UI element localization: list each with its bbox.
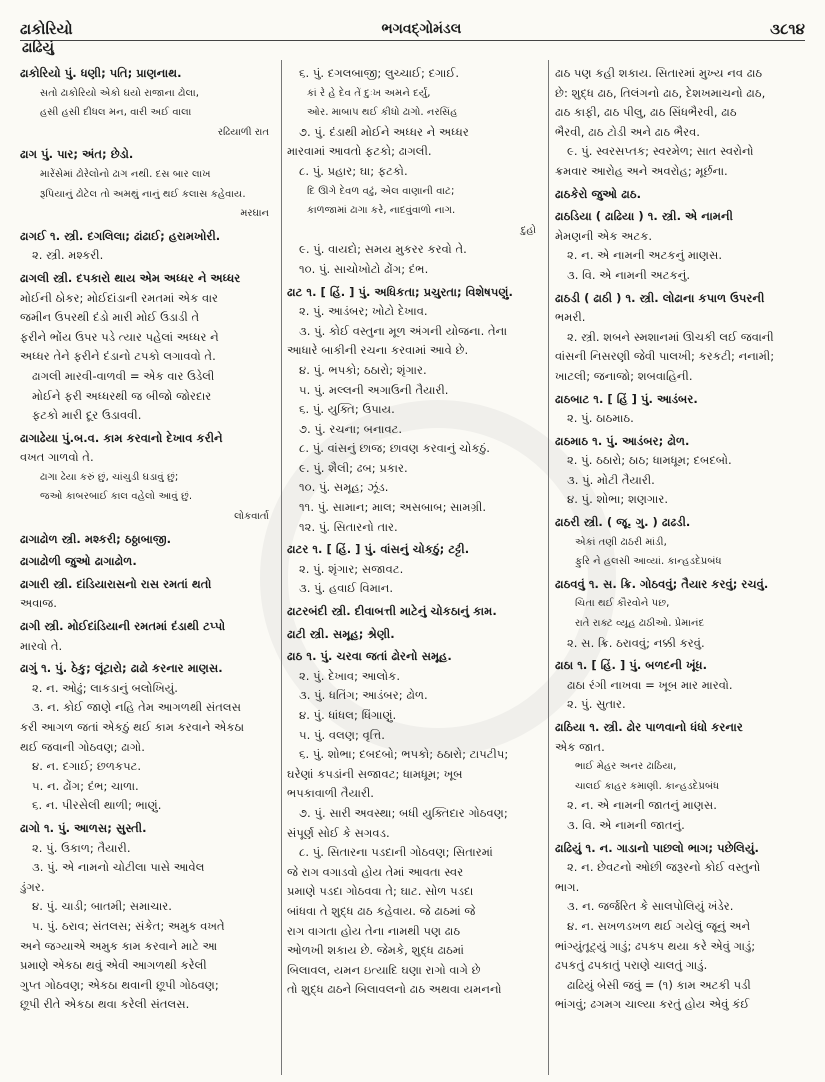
dictionary-entry xyxy=(287,64,542,280)
entry-headword-line: ઢાગી સ્ત્રી. મોઈદાંડિયાની રમતમાં દંડાથી ટપ્પો xyxy=(20,619,226,634)
dictionary-entry xyxy=(555,390,810,429)
entry-headword-line: ઢાગઈ ૧. સ્ત્રી. દગલિલા; ઢાંઢાઈ; હરામખોરી. xyxy=(20,228,221,243)
entry-headword-line: ઢાગારી સ્ત્રી. દાંડિયારાસનો રાસ રમતાં થતો xyxy=(20,576,212,591)
entry-source-citation: લોકવાર્તા xyxy=(234,511,269,523)
dictionary-entry xyxy=(20,64,275,142)
entry-definition-line: બાંધવા તે શુદ્ધ ઢાઠ કહેવાય. જે ઢાઠમાં જે xyxy=(287,903,476,918)
entry-definition-line: ૫. પું. મલ્લની અગાઉની તૈયારી. xyxy=(299,382,449,397)
entry-definition-line: જમીન ઉપરથી દંડો મારી મોઈ ઉડાડી તે xyxy=(20,310,200,325)
dictionary-entry xyxy=(20,530,275,550)
entry-definition-line: ગુપ્ત ગોઠવણ; એકઠા થવાની છૂપી ગોઠવણ; xyxy=(20,977,219,992)
entry-definition-line: વાંસની નિસરણી જેવી પાલખી; કરકટી; નનામી; xyxy=(555,349,775,364)
dictionary-entry xyxy=(287,625,542,645)
dictionary-entry xyxy=(287,647,542,1000)
entry-headword-line: ઢાગ પું. પાર; અંત; છેડો. xyxy=(20,147,134,162)
entry-headword-line: ઢાગો ૧. પું. આળસ; સુસ્તી. xyxy=(20,820,147,835)
entry-definition-line: ભાંગ્યુંતૂટ્યું ગાડું; ઢપકપ થયા કરે એવું ગાડું; xyxy=(555,938,756,953)
entry-definition-line: અવાજ. xyxy=(20,596,57,611)
entry-definition-line: થઈ જવાની ગોઠવણ; ઢાગો. xyxy=(20,739,145,754)
entry-definition-line: ૪. પું. ચાડી; બાતમી; સમાચાર. xyxy=(32,899,172,914)
entry-quotation-line: કાં રે હે દેવ તેં દુઃખ અમને દર્યું, xyxy=(307,87,431,99)
dictionary-entry xyxy=(555,718,810,836)
dictionary-entry xyxy=(555,64,810,182)
entry-definition-line: ૩. પું. કોઈ વસ્તુના મૂળ અંગની યોજના. તેના xyxy=(299,323,508,338)
entry-definition-line: ૬. પું. દગલબાજી; લુચ્ચાઈ; દગાઈ. xyxy=(299,66,460,80)
entry-definition-line: ૨. ન. છેવટનો ઓછી જરૂરનો કોઈ વસ્તુનો xyxy=(567,860,761,875)
entry-source-citation: દુહો xyxy=(520,224,536,236)
entry-quotation-line: રૂપિયાનું ઢોટેલ તો અમથું નાનું થઈ કલાસ કહેવાય. xyxy=(40,188,246,200)
dictionary-entry xyxy=(555,656,810,715)
entry-definition-line: ઢાઠ કાફી, ઢાઠ પીલુ, ઢાઠ સિંધભૈરવી, ઢાઠ xyxy=(555,105,737,120)
entry-definition-line: ૧૧. પું. સામાન; માલ; અસબાબ; સામગ્રી. xyxy=(299,500,487,515)
dictionary-entry xyxy=(20,819,275,1015)
entry-definition-line: તો શુદ્ધ ઢાઠને બિલાવલનો ઢાઠ અથવા યમનનો xyxy=(287,982,502,997)
entry-definition-line: ૨. પું. દેખાવ; આલોક. xyxy=(299,668,401,683)
entry-headword-line: ઢાઠા ૧. [ હિં. ] પું. બળદની ખૂંધ. xyxy=(555,658,708,673)
entry-definition-line: ૬. પું. શોભા; દબદબો; ભપકો; ઠઠારો; ટાપટીપ; xyxy=(299,747,509,762)
entry-definition-line: ભમરી. xyxy=(555,310,586,325)
entry-definition-line: ભાંગવું; ઢગમગ ચાલ્યા કરતું હોય એવું કંઈ xyxy=(555,997,750,1012)
entry-definition-line: ૯. પું. શૈલી; ઢબ; પ્રકાર. xyxy=(299,460,408,475)
dictionary-entry xyxy=(20,269,275,426)
entry-headword-line: ઢાકોરિયો પું. ધણી; પતિ; પ્રાણનાથ. xyxy=(20,66,182,80)
dictionary-entry xyxy=(555,513,810,572)
entry-definition-line: ૪. પું. ધાંધલ; ધિંગાણું. xyxy=(299,708,397,722)
entry-headword-line: ઢાઠડિયા ( ઢાઢિયા ) ૧. સ્ત્રી. એ નામની xyxy=(555,209,733,224)
entry-definition-line: ૨. સ. ક્રિ. ઠરાવવું; નક્કી કરવું. xyxy=(567,635,705,650)
entry-quotation-line: કાળજામાં ઢાગા કરે, નાદવુંવાળો નાગ. xyxy=(307,205,456,217)
entry-definition-line: ૫. ન. ઢોંગ; દંભ; ચાળા. xyxy=(32,778,139,793)
dictionary-entry xyxy=(555,185,810,205)
header-second-guide-word: ઢાઢિયું xyxy=(22,40,54,56)
dictionary-entry xyxy=(287,540,542,599)
entry-definition-line: રાગ વાગતા હોય તેના નામથી પણ ઢાઠ xyxy=(287,923,461,938)
entry-quotation-line: ફુરિ ને હલસી આવ્યાં. કાન્હડદેપ્રબંધ xyxy=(575,556,722,568)
entry-definition-line: ૪. પું. ભપકો; ઠઠારો; શૃંગાર. xyxy=(299,362,427,377)
entry-definition-line: ૬. પું. યુક્તિ; ઉપાય. xyxy=(299,402,395,417)
dictionary-entry xyxy=(555,575,810,653)
entry-definition-line: ૪. ન. સખળડખળ થઈ ગયેલું જૂનું અને xyxy=(567,918,751,933)
entry-quotation-line: મારેંસેમાં ઢોરેલોનો ઢાગ નથી. દસ બાર લાખ xyxy=(40,168,211,180)
entry-headword-line: ઢાઠકેરો જુઓ ઢાઠ. xyxy=(555,186,641,201)
entry-quotation-line: જઓ કાબરબાઈ કાલ વહેલો આવું છું. xyxy=(40,491,193,503)
entry-source-citation: રઢિયાળી રાત xyxy=(217,126,269,138)
dictionary-entry xyxy=(555,207,810,285)
entry-definition-line: ૯. પું. વાયદો; સમય મુકરર કરવો તે. xyxy=(299,242,467,257)
entry-quotation-line: ચાલઈ કાહર કમાણી. કાન્હડદેપ્રબંધ xyxy=(575,780,720,792)
page-header xyxy=(20,18,805,40)
entry-quotation-line: રાતે રાક્ટ વ્યૂહ ઢાઠીઓ. પ્રેમાનંદ xyxy=(575,618,705,630)
entry-headword-line: ઢાટરબંદી સ્ત્રી. દીવાબત્તી માટેનું ચોકઠાનું કામ. xyxy=(287,604,497,619)
entry-quotation-line: ભાઈ મેહર અનર ઢાઠિયા, xyxy=(575,761,677,773)
entry-definition-line: ખાટલી; જનાજો; શબવાહિની. xyxy=(555,368,693,383)
entry-quotation-line: ઓર. માબાપ થઈ કીધો ઢાગો. નરસિંહ xyxy=(307,107,458,119)
dictionary-entry xyxy=(287,283,542,538)
column-divider-1 xyxy=(281,60,282,1075)
entry-definition-line: ૨. પું. શૃંગાર; સજાવટ. xyxy=(299,561,404,576)
entry-headword-line: ઢાઠિયા ૧. સ્ત્રી. ઢોર પાળવાનો ધંધો કરનાર xyxy=(555,720,743,734)
entry-definition-line: ફટકો મારી દૂર ઉડાવવી. xyxy=(32,408,142,423)
entry-headword-line: ઢાઠરી સ્ત્રી. ( જૂ. ગુ. ) ઢાઢડી. xyxy=(555,515,691,530)
entry-definition-line: ઢાઠ પણ કહી શકાય. સિતારમાં મુખ્ય નવ ઢાઠ xyxy=(555,66,763,80)
entry-headword-line: ઢાટી સ્ત્રી. સમૂહ; શ્રેણી. xyxy=(287,626,395,641)
entry-definition-line: પ્રમાણે એકઠા થવું એવી આગળથી કરેલી xyxy=(20,958,207,973)
entry-headword-line: ઢાગલી સ્ત્રી. દપકારો થાય એમ અધ્ધર ને અધ્ધર xyxy=(20,270,241,285)
entry-definition-line: ૩. પું. એ નામનો ચોટીલા પાસે આવેલ xyxy=(32,860,205,875)
entry-definition-line: ૪. ન. દગાઈ; છળકપટ. xyxy=(32,759,142,774)
entry-definition-line: ૪. પું. શોભા; શણગાર. xyxy=(567,492,669,507)
header-left-guide-word: ઢાકોરિયો xyxy=(20,20,73,38)
entry-quotation-line: ઢાગા ઢેયા કરું છું, ચાંચુડી ઘડાવું છું; xyxy=(40,471,179,483)
entry-headword-line: ઢાગાઢોળી જુઓ ઢાગાઢોળ. xyxy=(20,554,137,569)
entry-definition-line: ૨. પું. ઠાઠમાઠ. xyxy=(567,411,634,426)
entry-definition-line: ઘરેણાં કપડાંની સજાવટ; ધામધૂમ; ખૂબ xyxy=(287,766,463,781)
header-book-title: ભગવદ્ગોમંડલ xyxy=(381,21,462,37)
entry-definition-line: ૭. પું. દંડાથી મોઈને અધ્ધર ને અધ્ધર xyxy=(299,124,469,139)
entry-definition-line: ૨. પું. આડંબર; ખોટો દેખાવ. xyxy=(299,304,428,319)
entry-definition-line: વખત ગાળવો તે. xyxy=(20,450,94,465)
entry-definition-line: ઢપકતું ઢપકાતું પરાણે ચાલતું ગાડું. xyxy=(555,958,708,973)
entry-definition-line: મોઈની ઠોકર; મોઈદાંડાની રમતમાં એક વાર xyxy=(20,290,219,305)
entry-definition-line: ૨. ન. એ નામની જાતનું માણસ. xyxy=(567,798,717,813)
entry-headword-line: ઢાઠબાટ ૧. [ હિં ] પું. આડંબર. xyxy=(555,391,698,406)
entry-headword-line: ઢાટ ૧. [ હિં. ] પું. અધિકતા; પ્રચુરતા; વિશેષપણું. xyxy=(287,284,513,299)
entry-definition-line: ભપકાવાળી તૈયારી. xyxy=(287,786,374,801)
entry-definition-line: ૯. પું. સ્વરસપ્તક; સ્વરમેળ; સાત સ્વરોનો xyxy=(567,144,754,159)
entry-quotation-line: સતો ઢાકોરિયો એકો ઘયો રાજાના ઢોલા, xyxy=(40,87,200,99)
entry-definition-line: ક્રમવાર આરોહ અને અવરોહ; મૂર્છના. xyxy=(555,163,728,178)
entry-headword-line: ઢાગાઢોળ સ્ત્રી. મશ્કરી; ઠઠ્ઠાબાજી. xyxy=(20,531,171,546)
entry-headword-line: ઢાટર ૧. [ હિં. ] પું. વાંસનું ચોકઠું; ટટ્ટી. xyxy=(287,542,470,557)
entry-definition-line: છે: શુદ્ધ ઢાઠ, તિલંગનો ઢાઠ, દેશખમાચનો ઢાઠ, xyxy=(555,85,766,100)
entry-definition-line: મોઈને ફરી અધ્ધરથી જ બીજો જોરદાર xyxy=(32,388,212,403)
column-2 xyxy=(287,64,542,1074)
entry-definition-line: ૫. પું. વલણ; વૃત્તિ. xyxy=(299,727,385,742)
entry-headword-line: ઢાઢિયું ૧. ન. ગાડાનો પાછલો ભાગ; પછેલિયું. xyxy=(555,840,759,855)
entry-definition-line: ૩. પું. ધતિંગ; આડંબર; ઢોળ. xyxy=(299,688,428,703)
entry-quotation-line: હસી હસી દીધલ મન, વારી અઈ વાલા xyxy=(40,107,192,119)
dictionary-entry xyxy=(287,602,542,622)
header-rule xyxy=(20,40,805,41)
entry-headword-line: ઢાગું ૧. પું. ઠેકુ; લૂંટારો; ઢાઢો કરનાર માણસ. xyxy=(20,661,223,676)
entry-definition-line: ૧૨. પું. સિતારનો તાર. xyxy=(299,519,398,534)
entry-headword-line: ઢાગાઢેયા પું.બ.વ. કામ કરવાનો દેખાવ કરીને xyxy=(20,430,223,445)
entry-headword-line: ઢાઠડી ( ઢાઠી ) ૧. સ્ત્રી. લોઢાના કપાળ ઉપરની xyxy=(555,290,765,305)
dictionary-entry xyxy=(20,429,275,527)
entry-definition-line: ૮. પું. વાંસનું છાજ; છાવણ કરવાનું ચોકઠું. xyxy=(299,441,490,456)
dictionary-entry xyxy=(20,659,275,816)
entry-definition-line: કરી આગળ જતાં એકઠું થઈ કામ કરવાને એકઠા xyxy=(20,720,245,734)
entry-definition-line: ૧૦. પું. સમૂહ; ઝૂંડ. xyxy=(299,480,389,495)
entry-definition-line: મારવામાં આવતો ફટકો; ઢાગલી. xyxy=(287,144,432,159)
dictionary-entry xyxy=(555,839,810,1015)
entry-definition-line: ૩. પું. હવાઈ વિમાન. xyxy=(299,581,394,596)
entry-definition-line: ફરીને ભોંય ઉપર પડે ત્યાર પહેલાં અધ્ધર ને xyxy=(20,329,219,344)
entry-definition-line: મારવો તે. xyxy=(20,638,63,653)
entry-definition-line: પ્રમાણે પડદા ગોઠવવા તે; ઘાટ. સોળ પડદા xyxy=(287,884,474,899)
entry-headword-line: ઢાઠ ૧. પું. ચરવા જતાં ઢોરનો સમૂહ. xyxy=(287,649,452,664)
entry-definition-line: ૨. ન. ઓઢું; લાકડાનું બલોખિયું. xyxy=(32,680,178,695)
entry-definition-line: ૩. ન. જર્જરિત કે સાલપોલિયું ખંડેર. xyxy=(567,899,734,914)
entry-definition-line: ૨. સ્ત્રી. શબને સ્મશાનમાં ઊચકી લઈ જવાની xyxy=(567,329,774,344)
entry-definition-line: અને જગ્યાએ અમુક કામ કરવાને માટે આ xyxy=(20,938,218,953)
column-3 xyxy=(555,64,810,1074)
dictionary-entry xyxy=(555,289,810,387)
entry-definition-line: ઓળખી શકાય છે. જેમકે, શુદ્ધ ઢાઠમાં xyxy=(287,943,464,958)
dictionary-entry xyxy=(555,432,810,510)
entry-definition-line: મેમણની એક અટક. xyxy=(555,228,653,243)
entry-definition-line: છૂપી રીતે એકઠા થવા કરેલી સંતલસ. xyxy=(20,997,190,1012)
entry-definition-line: ૨. ન. એ નામની અટકનું માણસ. xyxy=(567,248,723,263)
entry-definition-line: બિલાવલ, યમન ઇત્યાદિ ઘણા રાગો વાગે છે xyxy=(287,962,481,977)
entry-definition-line: ૨. પું. ઠઠારો; ઠાઠ; ધામધૂમ; દબદબો. xyxy=(567,453,732,468)
column-divider-2 xyxy=(548,60,549,1075)
entry-quotation-line: દિ ઊગે દેવળ વઢું, એલ વાણાની વાટ; xyxy=(307,185,455,197)
entry-definition-line: ૬. ન. પીરસેલી થાળી; ભાણું. xyxy=(32,798,162,813)
dictionary-entry xyxy=(20,617,275,656)
entry-definition-line: ભાગ. xyxy=(555,879,580,894)
entry-quotation-line: એકાં તણી ઢાઠરી માંડી, xyxy=(575,536,667,548)
entry-definition-line: ૩. પું. મોટી તૈયારી. xyxy=(567,472,655,487)
entry-definition-line: ૫. પું. ઠરાવ; સંતલસ; સંકેત; અમુક વખતે xyxy=(32,918,225,933)
entry-definition-line: ઢાગલી મારવી-વાળવી = એક વાર ઉડેલી xyxy=(32,368,215,383)
entry-definition-line: સંપૂર્ણ સોઈ કે સગવડ. xyxy=(287,825,390,840)
entry-definition-line: ડુંગર. xyxy=(20,879,45,894)
entry-definition-line: ૭. પું. સારી અવસ્થા; બધી યુક્તિદાર ગોઠવણ; xyxy=(299,805,508,820)
entry-source-citation: મરઘાન xyxy=(240,208,269,220)
entry-definition-line: ૩. વિ. એ નામની અટકનું. xyxy=(567,267,691,282)
entry-headword-line: ઢાઠવવું ૧. સ. ક્રિ. ગોઠવવું; તૈયાર કરવું; રચવું. xyxy=(555,576,769,591)
entry-definition-line: ૧૦. પું. સાચોખોટો ઢોંગ; દંભ. xyxy=(299,261,429,276)
entry-definition-line: ૨. સ્ત્રી. મશ્કરી. xyxy=(32,248,104,263)
entry-definition-line: ઢાઢિયું બેસી જવું = (૧) કામ અટકી પડી xyxy=(567,977,751,992)
entry-definition-line: ૩. વિ. એ નામની જાતનું. xyxy=(567,817,685,832)
entry-quotation-line: ચિતા થઈ કૌરવોને પછ, xyxy=(575,598,670,610)
entry-headword-line: ઢાઠમાઠ ૧. પું. આડંબર; ઢોળ. xyxy=(555,433,690,448)
dictionary-entry xyxy=(20,145,275,223)
entry-definition-line: ૨. પું. સુતાર. xyxy=(567,697,626,712)
column-1 xyxy=(20,64,275,1074)
entry-definition-line: ૮. પું. પ્રહાર; ઘા; ફટકો. xyxy=(299,163,408,178)
entry-definition-line: એક જાત. xyxy=(555,739,605,754)
entry-definition-line: ભૈરવી, ઢાઠ ટોડી અને ઢાઠ ભૈરવ. xyxy=(555,124,700,139)
dictionary-entry xyxy=(20,227,275,266)
entry-definition-line: ૭. પું. રચના; બનાવટ. xyxy=(299,421,403,436)
header-page-number: ૩૮૧૪ xyxy=(770,20,805,38)
entry-definition-line: ઢાઠા રંગી નાખવા = ખૂબ માર મારવો. xyxy=(567,677,733,692)
dictionary-entry xyxy=(20,575,275,614)
entry-definition-line: ૨. પું. ઉકાળ; તૈયારી. xyxy=(32,840,131,855)
entry-definition-line: અધ્ધર તેને ફરીને દંડાનો ટપકો લગાવવો તે. xyxy=(20,349,216,364)
entry-definition-line: ૮. પું. સિતારના પડદાની ગોઠવણ; સિતારમાં xyxy=(299,845,493,860)
entry-definition-line: જે રાગ વગાડવો હોય તેમાં આવતા સ્વર xyxy=(287,864,464,879)
entry-definition-line: ૩. ન. કોઈ જાણે નહિ તેમ આગળથી સંતલસ xyxy=(32,700,242,715)
dictionary-entry xyxy=(20,552,275,572)
entry-definition-line: આધારે બાકીની રચના કરવામાં આવે છે. xyxy=(287,343,469,358)
